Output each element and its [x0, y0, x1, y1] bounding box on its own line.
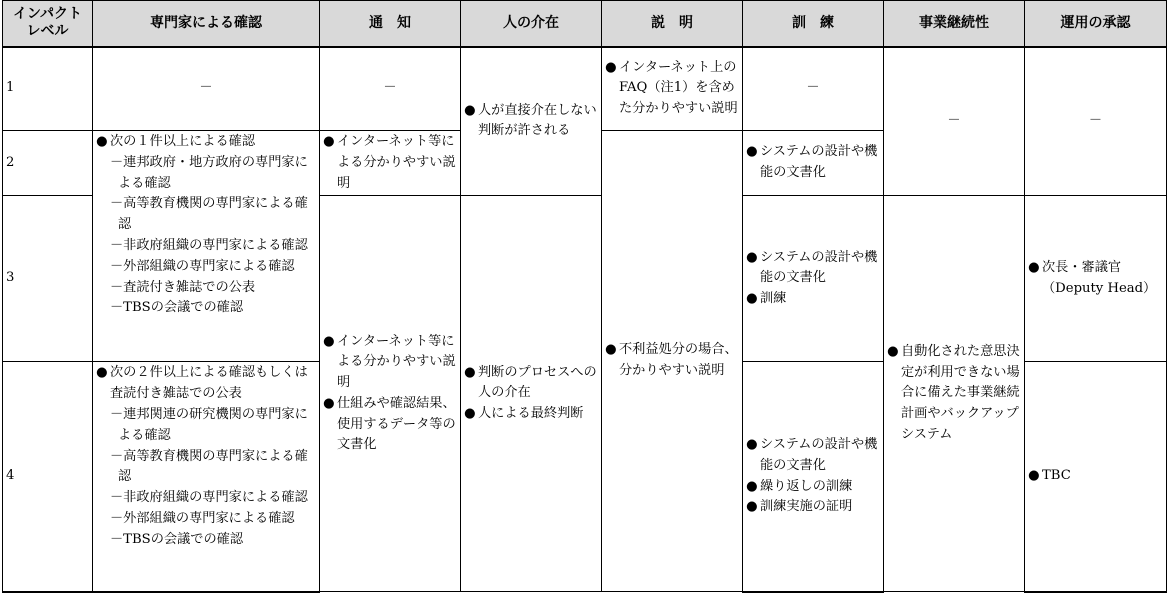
header-business-continuity: 事業継続性	[884, 1, 1025, 47]
bullet-icon: ●	[464, 102, 476, 118]
header-expert-review: 専門家による確認	[93, 1, 320, 47]
approval-level-4: ● TBC	[1025, 362, 1167, 592]
bullet-icon: ●	[1028, 260, 1040, 276]
header-training: 訓 練	[743, 1, 884, 47]
notice-level-2: ● インターネット等による分かりやすい説明	[320, 131, 461, 196]
expert-level-1: －	[93, 47, 320, 131]
bullet-icon: ●	[323, 333, 335, 349]
bullet-icon: ●	[746, 144, 758, 160]
human-level-1-2: ● 人が直接介在しない判断が許される	[461, 47, 602, 196]
training-level-4: ● システムの設計や機能の文書化 ● 繰り返しの訓練 ● 訓練実施の証明	[743, 362, 884, 592]
bullet-icon: ●	[746, 478, 758, 494]
expert-level-2-3: ● 次の１件以上による確認 －連邦政府・地方政府の専門家による確認 －高等教育機関の専門家による確認 －非政府組織の専門家による確認 －外部組織の専門家による確認 －査読付き雑誌での公表 －TBSの会議での確認	[93, 131, 320, 362]
bullet-icon: ●	[323, 395, 335, 411]
explain-level-2-4: ● 不利益処分の場合、分かりやすい説明	[602, 131, 743, 592]
bullet-icon: ●	[1028, 468, 1040, 484]
row-level-1	[3, 47, 1167, 131]
bullet-icon: ●	[323, 134, 335, 149]
bullet-icon: ●	[96, 365, 108, 381]
bullet-icon: ●	[605, 342, 617, 358]
bullet-icon: ●	[464, 364, 476, 380]
bullet-icon: ●	[746, 437, 758, 453]
level-1-cell: 1	[3, 47, 93, 131]
header-impact-level: インパクトレベル	[3, 1, 93, 47]
bullet-icon: ●	[605, 59, 617, 75]
bullet-icon: ●	[746, 499, 758, 515]
expert-level-4: ● 次の２件以上による確認もしくは査読付き雑誌での公表 －連邦関連の研究機関の専門家による確認 －高等教育機関の専門家による確認 －非政府組織の専門家による確認 －外部組織の専門家による確認 －TBSの会議での確認	[93, 362, 320, 592]
training-level-1: －	[743, 47, 884, 131]
notice-level-1: －	[320, 47, 461, 131]
training-level-3: ● システムの設計や機能の文書化 ● 訓練	[743, 196, 884, 362]
human-level-3-4: ● 判断のプロセスへの人の介在 ● 人による最終判断	[461, 196, 602, 592]
bullet-icon: ●	[746, 249, 758, 265]
header-operational-approval: 運用の承認	[1025, 1, 1167, 47]
header-row	[3, 1, 1167, 47]
level-4-cell: 4	[3, 362, 93, 592]
header-explanation: 説 明	[602, 1, 743, 47]
bullet-icon: ●	[96, 134, 108, 149]
header-human-involvement: 人の介在	[461, 1, 602, 47]
header-notice: 通 知	[320, 1, 461, 47]
explain-level-1: ● インターネット上のFAQ（注1）を含めた分かりやすい説明	[602, 47, 743, 131]
continuity-level-1-2: －	[884, 47, 1025, 196]
continuity-level-3-4: ● 自動化された意思決定が利用できない場合に備えた事業継続計画やバックアップシステム	[884, 196, 1025, 592]
notice-level-3-4: ● インターネット等による分かりやすい説明 ● 仕組みや確認結果、使用するデータ等の文書化	[320, 196, 461, 592]
level-2-cell: 2	[3, 131, 93, 196]
training-level-2: ● システムの設計や機能の文書化	[743, 131, 884, 196]
approval-level-3: ● 次長・審議官（Deputy Head）	[1025, 196, 1167, 362]
approval-level-1-2: －	[1025, 47, 1167, 196]
bullet-icon: ●	[887, 343, 899, 359]
bullet-icon: ●	[464, 406, 476, 422]
bullet-icon: ●	[746, 291, 758, 307]
impact-level-table	[2, 0, 1167, 593]
level-3-cell: 3	[3, 196, 93, 362]
